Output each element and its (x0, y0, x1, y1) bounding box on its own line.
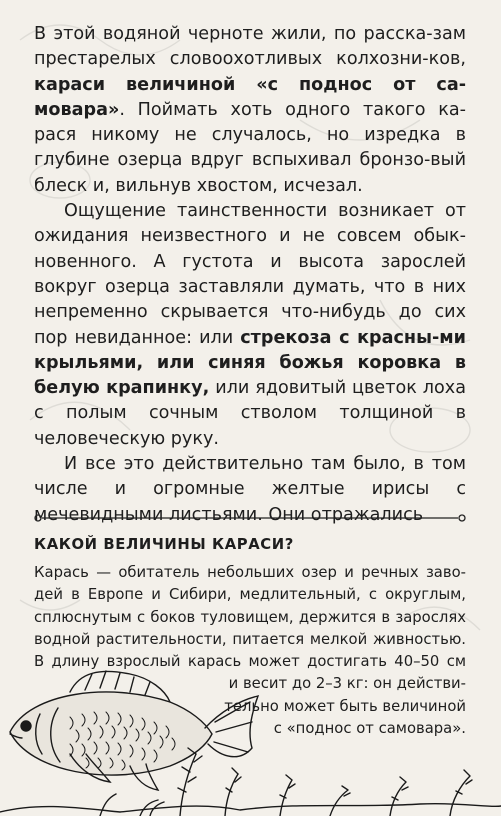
paragraph-2-text-c: или ядовитый цветок лоха с полым сочным стволом толщиной в человеческую руку. (34, 378, 466, 449)
paragraph-1-bold-phrase: караси величиной «с поднос от са-мовара» (34, 74, 466, 120)
paragraph-2-text-a: Ощущение таинственности возникает от ожидания неизвестного и не совсем обык-новенного. А густота и высота зарослей вокруг озерца заставляли думать, что в них непременно скрывается что-нибудь до сих пор невиданное: или (34, 201, 466, 348)
paragraph-1-text-c: . Поймать хоть одного такого ка-рася никому не случалось, но изредка в глубине озерца вдруг вспыхивал бронзо-вый блеск и, вильнув хвостом, исчезал. (34, 99, 466, 196)
sidebar-title: КАКОЙ ВЕЛИЧИНЫ КАРАСИ? (34, 536, 294, 553)
sidebar-line: Карась — обитатель небольших озер и речных заво- (34, 564, 466, 581)
paragraph-1-text-a: В этой водяной черноте жили, по расска-зам престарелых словоохотливых колхозни-ков, (34, 24, 466, 70)
sidebar-line: водной растительности, питается мелкой живностью. (34, 630, 466, 648)
sidebar-line: с «поднос от самовара». (273, 720, 466, 738)
paragraph-2 (34, 199, 466, 452)
sidebar-line: тельно может быть величиной (224, 697, 466, 715)
sidebar-line: и весит до 2–3 кг: он действи- (228, 675, 466, 693)
paragraph-1 (34, 22, 466, 199)
paragraph-2-bold-phrase: стрекоза с красны-ми крыльями, или синяя божья коровка в белую крапинку, (34, 327, 466, 399)
sidebar-line: сплюснутым с боков туловищем, держится в зарослях (34, 608, 466, 626)
sidebar-line: В длину взрослый карась может достигать 40–50 см (34, 653, 466, 671)
crucian-carp-illustration (0, 662, 501, 816)
paragraph-3: И все это действительно там было, в том числе и огромные желтые ирисы с мечевидными листьями. Они отражались (34, 454, 466, 525)
section-divider (34, 512, 466, 524)
main-text-block (34, 22, 466, 528)
sidebar-line: дей в Европе и Сибири, медлительный, с округлым, (34, 586, 466, 604)
